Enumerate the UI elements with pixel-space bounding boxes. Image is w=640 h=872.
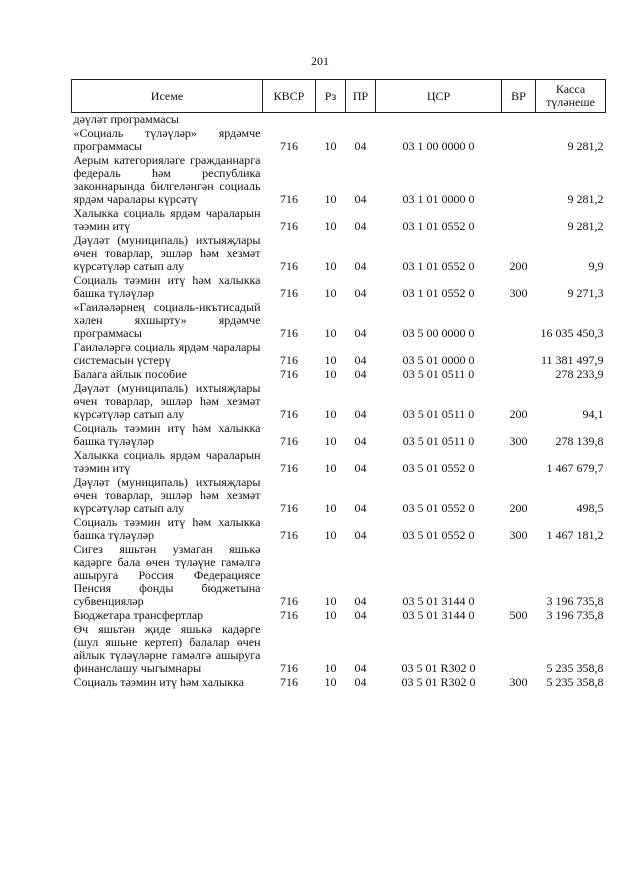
row-pr: 04 [354, 259, 367, 273]
row-kvsr: 716 [280, 501, 298, 515]
row-name: Өч яшьтән җиде яшькә кадәрге (шул яшьне кертеп) балалар өчен айлык түләүләрне гамәлгә ашыруга финанслашу чыгымнары [73, 622, 261, 675]
row-name: Гаиләләргә социаль ярдәм чаралары системасын үстерү [73, 340, 261, 367]
row-vr [502, 113, 536, 127]
row-amount: 3 196 735,8 [546, 608, 604, 622]
row-vr [502, 448, 536, 475]
table-row [72, 367, 606, 381]
row-csr: 03 5 01 3144 0 [402, 608, 475, 622]
row-rz: 10 [324, 286, 337, 300]
table-row [72, 448, 606, 475]
row-csr: 03 5 01 3144 0 [402, 594, 475, 608]
row-csr [376, 113, 502, 127]
row-kvsr: 716 [280, 286, 298, 300]
row-vr: 300 [509, 675, 528, 689]
row-amount: 498,5 [576, 501, 604, 515]
row-rz: 10 [324, 326, 337, 340]
row-pr: 04 [354, 286, 367, 300]
row-amount: 94,1 [582, 407, 604, 421]
row-name: дәүләт программасы [73, 112, 179, 126]
header-kvsr: КВСР [263, 80, 316, 113]
row-rz: 10 [324, 434, 337, 448]
table-row [72, 608, 606, 622]
row-name: Халыкка социаль ярдәм чараларын тәэмин итү [73, 448, 261, 475]
row-vr [502, 206, 536, 233]
row-rz: 10 [324, 594, 337, 608]
header-amount [536, 80, 606, 113]
header-rz: Рз [316, 80, 346, 113]
row-csr: 03 5 01 0000 0 [402, 353, 475, 367]
row-kvsr: 716 [280, 326, 298, 340]
row-vr: 200 [509, 259, 528, 273]
row-name: Социаль тәэмин итү һәм халыкка [73, 675, 245, 689]
table-row [72, 233, 606, 273]
row-name: Социаль тәэмин итү һәм халыкка башка түләүләр [73, 421, 261, 448]
row-vr [502, 300, 536, 340]
row-kvsr: 716 [280, 367, 298, 381]
row-amount: 278 233,9 [555, 367, 604, 381]
row-vr: 200 [509, 501, 528, 515]
row-vr [502, 622, 536, 675]
row-kvsr: 716 [280, 353, 298, 367]
header-vr: ВР [502, 80, 536, 113]
row-kvsr: 716 [280, 219, 298, 233]
table-row [72, 206, 606, 233]
row-pr: 04 [354, 434, 367, 448]
row-amount: 5 235 358,8 [546, 675, 604, 689]
row-vr: 300 [509, 528, 528, 542]
row-rz: 10 [324, 608, 337, 622]
row-name: Социаль тәэмин итү һәм халыкка башка түләүләр [73, 273, 261, 300]
row-rz: 10 [324, 675, 337, 689]
table-row [72, 515, 606, 542]
row-amount: 3 196 735,8 [546, 594, 604, 608]
row-csr: 03 5 01 0511 0 [402, 367, 475, 381]
row-rz: 10 [324, 501, 337, 515]
row-rz: 10 [324, 219, 337, 233]
row-vr [502, 367, 536, 381]
table-row [72, 421, 606, 448]
header-row [72, 80, 606, 113]
row-name: Сигез яшьтән узмаган яшькә кадәрге бала өчен түләүне гамәлгә ашыруга Россия Федерациясе Пенсия фонды бюджетына субвенцияләр [73, 542, 261, 608]
row-amount: 9 281,2 [567, 219, 604, 233]
row-csr: 03 5 01 R302 0 [401, 675, 476, 689]
table-row [72, 126, 606, 153]
row-amount: 9 271,3 [567, 286, 604, 300]
row-csr: 03 1 01 0552 0 [402, 286, 475, 300]
row-csr: 03 1 01 0000 0 [402, 192, 475, 206]
row-csr: 03 1 01 0552 0 [402, 259, 475, 273]
row-pr: 04 [354, 219, 367, 233]
row-pr: 04 [354, 139, 367, 153]
row-name: Дәүләт (муниципаль) ихтыяҗлары өчен товарлар, эшләр һәм хезмәт күрсәтүләр сатып алу [73, 475, 261, 515]
row-kvsr: 716 [280, 461, 298, 475]
row-pr: 04 [354, 367, 367, 381]
row-rz: 10 [324, 407, 337, 421]
row-vr [502, 340, 536, 367]
table-row [72, 113, 606, 127]
row-pr: 04 [354, 192, 367, 206]
table-row [72, 475, 606, 515]
row-csr: 03 5 01 0552 0 [402, 528, 475, 542]
row-name: Дәүләт (муниципаль) ихтыяҗлары өчен товарлар, эшләр һәм хезмәт күрсәтүләр сатып алу [73, 233, 261, 273]
row-rz [316, 113, 346, 127]
table-row [72, 542, 606, 608]
row-kvsr: 716 [280, 139, 298, 153]
row-kvsr: 716 [280, 192, 298, 206]
row-name: Бюджетара трансфертлар [73, 608, 204, 622]
row-pr: 04 [354, 608, 367, 622]
header-csr: ЦСР [376, 80, 502, 113]
row-rz: 10 [324, 192, 337, 206]
row-csr: 03 5 00 0000 0 [402, 326, 475, 340]
row-amount: 9 281,2 [567, 192, 604, 206]
row-amount: 16 035 450,3 [540, 326, 604, 340]
row-amount: 9 281,2 [567, 139, 604, 153]
table-row [72, 153, 606, 206]
row-vr: 500 [509, 608, 528, 622]
row-pr: 04 [354, 353, 367, 367]
row-rz: 10 [324, 461, 337, 475]
header-name: Исеме [72, 80, 263, 113]
row-kvsr: 716 [280, 407, 298, 421]
row-rz: 10 [324, 139, 337, 153]
row-kvsr: 716 [280, 594, 298, 608]
row-csr: 03 1 00 0000 0 [402, 139, 475, 153]
row-amount: 5 235 358,8 [546, 661, 604, 675]
row-pr: 04 [354, 594, 367, 608]
row-pr: 04 [354, 675, 367, 689]
budget-table [71, 79, 606, 689]
header-amount-line2: түләнеше [546, 95, 595, 109]
row-vr: 300 [509, 286, 528, 300]
row-amount: 278 139,8 [555, 434, 604, 448]
row-kvsr [263, 113, 316, 127]
row-vr: 200 [509, 407, 528, 421]
table-body [72, 113, 606, 690]
row-name: Социаль тәэмин итү һәм халыкка башка түләүләр [73, 515, 261, 542]
row-rz: 10 [324, 661, 337, 675]
row-vr: 300 [509, 434, 528, 448]
row-rz: 10 [324, 259, 337, 273]
row-name: Аерым категорияләге гражданнарга федераль һәм республика законнарында билгеләнгән социаль ярдәм чаралары күрсәтү [73, 153, 261, 206]
row-csr: 03 5 01 0552 0 [402, 501, 475, 515]
row-name: «Гаиләләрнең социаль-икътисадый хәлен яхшырту» ярдәмче программасы [73, 300, 261, 340]
header-pr: ПР [346, 80, 376, 113]
row-csr: 03 5 01 0511 0 [402, 407, 475, 421]
row-amount: 1 467 679,7 [546, 461, 604, 475]
row-pr: 04 [354, 661, 367, 675]
row-vr [502, 542, 536, 608]
row-csr: 03 5 01 0511 0 [402, 434, 475, 448]
row-amount: 9,9 [588, 259, 604, 273]
row-amount: 1 467 181,2 [546, 528, 604, 542]
row-rz: 10 [324, 528, 337, 542]
table-row [72, 273, 606, 300]
row-kvsr: 716 [280, 661, 298, 675]
row-rz: 10 [324, 353, 337, 367]
row-kvsr: 716 [280, 675, 298, 689]
row-amount [536, 113, 606, 127]
table-row [72, 340, 606, 367]
row-name: Дәүләт (муниципаль) ихтыяҗлары өчен товарлар, эшләр һәм хезмәт күрсәтүләр сатып алу [73, 381, 261, 421]
row-pr: 04 [354, 326, 367, 340]
row-name: Халыкка социаль ярдәм чараларын тәэмин итү [73, 206, 261, 233]
table-row [72, 300, 606, 340]
row-pr: 04 [354, 461, 367, 475]
row-name: Балага айлык пособие [73, 367, 187, 381]
row-kvsr: 716 [280, 528, 298, 542]
row-pr: 04 [354, 501, 367, 515]
row-pr: 04 [354, 407, 367, 421]
row-rz: 10 [324, 367, 337, 381]
row-csr: 03 5 01 R302 0 [401, 661, 476, 675]
row-vr [502, 153, 536, 206]
page-number: 201 [311, 54, 329, 68]
row-csr: 03 1 01 0552 0 [402, 219, 475, 233]
table-row [72, 675, 606, 689]
header-amount-line1: Касса [555, 82, 586, 96]
table-row [72, 381, 606, 421]
table-row [72, 622, 606, 675]
row-kvsr: 716 [280, 259, 298, 273]
row-amount: 11 381 497,9 [540, 353, 604, 367]
row-kvsr: 716 [280, 608, 298, 622]
row-csr: 03 5 01 0552 0 [402, 461, 475, 475]
row-vr [502, 126, 536, 153]
row-name: «Социаль түләүләр» ярдәмче программасы [73, 126, 261, 153]
row-pr [346, 113, 376, 127]
row-pr: 04 [354, 528, 367, 542]
row-kvsr: 716 [280, 434, 298, 448]
